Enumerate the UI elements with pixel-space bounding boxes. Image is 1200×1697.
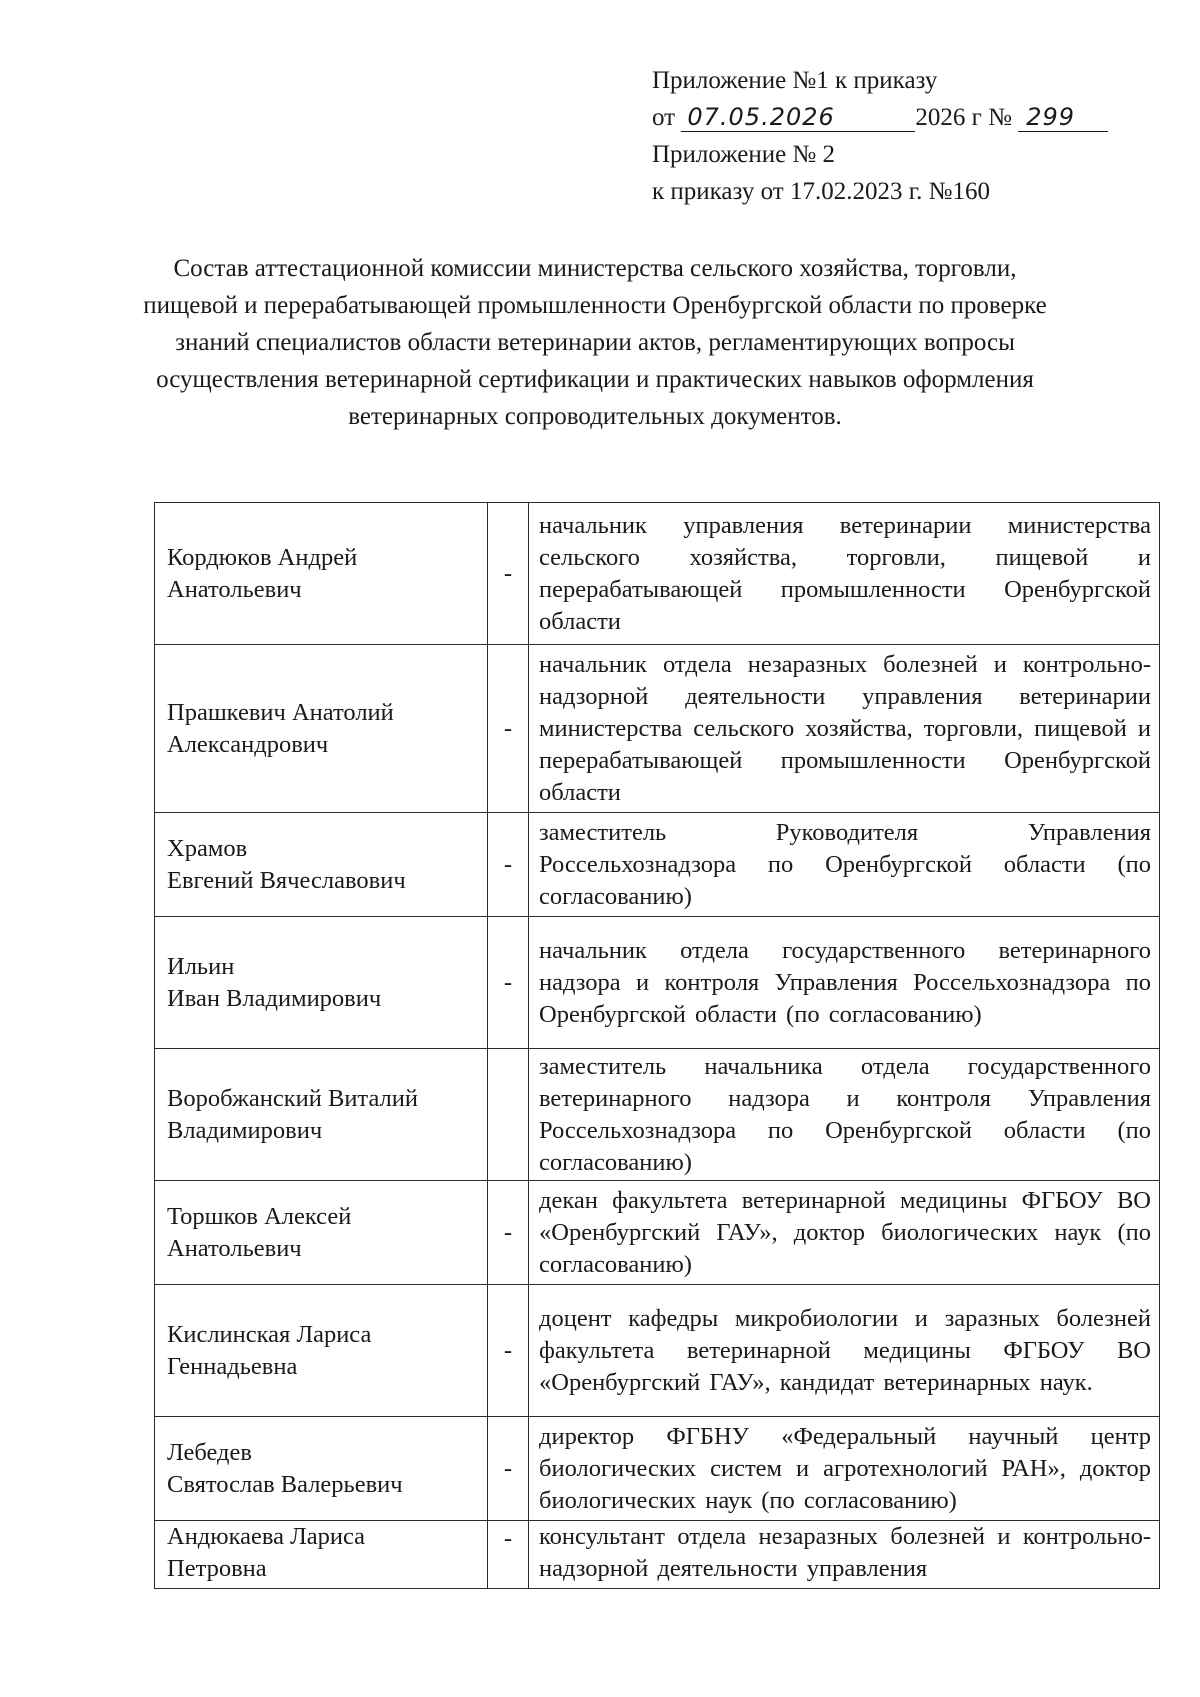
order-date-prefix: от — [652, 104, 676, 131]
member-name-line: Анатольевич — [167, 575, 302, 603]
member-name-line: Кордюков Андрей — [167, 543, 358, 571]
dash-cell: - — [488, 1417, 529, 1521]
member-name — [155, 1285, 488, 1417]
member-name-line: Торшков Алексей — [167, 1202, 352, 1230]
table-row — [155, 645, 1160, 813]
member-position: начальник управления ветеринарии министерства сельского хозяйства, торговли, пищевой и перерабатывающей промышленности Оренбургской области — [529, 503, 1160, 645]
member-name-line: Храмов — [167, 834, 248, 862]
dash-cell: - — [488, 917, 529, 1049]
member-name-line: Кислинская Лариса — [167, 1320, 372, 1348]
member-name-line: Святослав Валерьевич — [167, 1470, 403, 1498]
member-position: консультант отдела незаразных болезней и контрольно-надзорной деятельности управления — [529, 1521, 1160, 1589]
member-position: директор ФГБНУ «Федеральный научный центр биологических систем и агротехнологий РАН», доктор биологических наук (по согласованию) — [529, 1417, 1160, 1521]
dash-cell: - — [488, 503, 529, 645]
member-position: заместитель начальника отдела государственного ветеринарного надзора и контроля Управления Россельхознадзора по Оренбургской области (по согласованию) — [529, 1049, 1160, 1181]
member-name — [155, 1521, 488, 1589]
dash-cell: - — [488, 1181, 529, 1285]
member-name-line: Евгений Вячеславович — [167, 866, 406, 894]
member-name-line: Воробжанский Виталий — [167, 1084, 418, 1112]
table-row — [155, 503, 1160, 645]
member-name — [155, 917, 488, 1049]
dash-cell: - — [488, 813, 529, 917]
appendix-line-3: Приложение № 2 — [652, 141, 836, 168]
appendix-line-4: к приказу от 17.02.2023 г. №160 — [652, 178, 991, 205]
member-name — [155, 813, 488, 917]
member-position: начальник отдела незаразных болезней и контрольно-надзорной деятельности управления ветеринарии министерства сельского хозяйства, торговли, пищевой и перерабатывающей промышленности Оренбургской области — [529, 645, 1160, 813]
member-name-line: Андюкаева Лариса — [167, 1523, 365, 1550]
member-position: декан факультета ветеринарной медицины ФГБОУ ВО «Оренбургский ГАУ», доктор биологических наук (по согласованию) — [529, 1181, 1160, 1285]
member-name-line: Петровна — [167, 1555, 267, 1582]
member-name — [155, 1049, 488, 1181]
member-name-line: Геннадьевна — [167, 1352, 298, 1380]
dash-cell: - — [488, 1521, 529, 1589]
table-row — [155, 1049, 1160, 1181]
handwritten-order-date: 07.05.2026 — [681, 103, 915, 132]
table-row — [155, 1417, 1160, 1521]
member-name-line: Лебедев — [167, 1438, 252, 1466]
member-name-line: Прашкевич Анатолий — [167, 698, 394, 726]
appendix-header — [652, 62, 1108, 210]
appendix-line-1: Приложение №1 к приказу — [652, 67, 938, 94]
document-title: Состав аттестационной комиссии министерства сельского хозяйства, торговли, пищевой и перерабатывающей промышленности Оренбургской области по проверке знаний специалистов области ветеринарии актов, регламентирующих вопросы осуществления ветеринарной сертификации и практических навыков оформления ветеринарных сопроводительных документов. — [143, 255, 1047, 430]
member-position: начальник отдела государственного ветеринарного надзора и контроля Управления Россельхознадзора по Оренбургской области (по согласованию) — [529, 917, 1160, 1049]
table-row — [155, 1285, 1160, 1417]
table-row — [155, 1181, 1160, 1285]
member-name-line: Иван Владимирович — [167, 984, 382, 1012]
handwritten-order-number: 299 — [1018, 103, 1108, 132]
table-row — [155, 1521, 1160, 1589]
table-row — [155, 813, 1160, 917]
member-name — [155, 1181, 488, 1285]
member-name-line: Ильин — [167, 952, 235, 980]
commission-members-table — [154, 502, 1160, 1589]
member-name — [155, 503, 488, 645]
member-name — [155, 645, 488, 813]
member-name-line: Анатольевич — [167, 1234, 302, 1262]
member-name-line: Александрович — [167, 730, 329, 758]
member-name — [155, 1417, 488, 1521]
appendix-line-2 — [652, 99, 1108, 136]
dash-cell — [488, 1049, 529, 1181]
order-number-prefix: 2026 г № — [915, 104, 1012, 131]
dash-cell: - — [488, 1285, 529, 1417]
member-position: заместитель Руководителя Управления Россельхознадзора по Оренбургской области (по согласованию) — [529, 813, 1160, 917]
member-position: доцент кафедры микробиологии и заразных болезней факультета ветеринарной медицины ФГБОУ ВО «Оренбургский ГАУ», кандидат ветеринарных наук. — [529, 1285, 1160, 1417]
member-name-line: Владимирович — [167, 1116, 323, 1144]
dash-cell: - — [488, 645, 529, 813]
table-row — [155, 917, 1160, 1049]
